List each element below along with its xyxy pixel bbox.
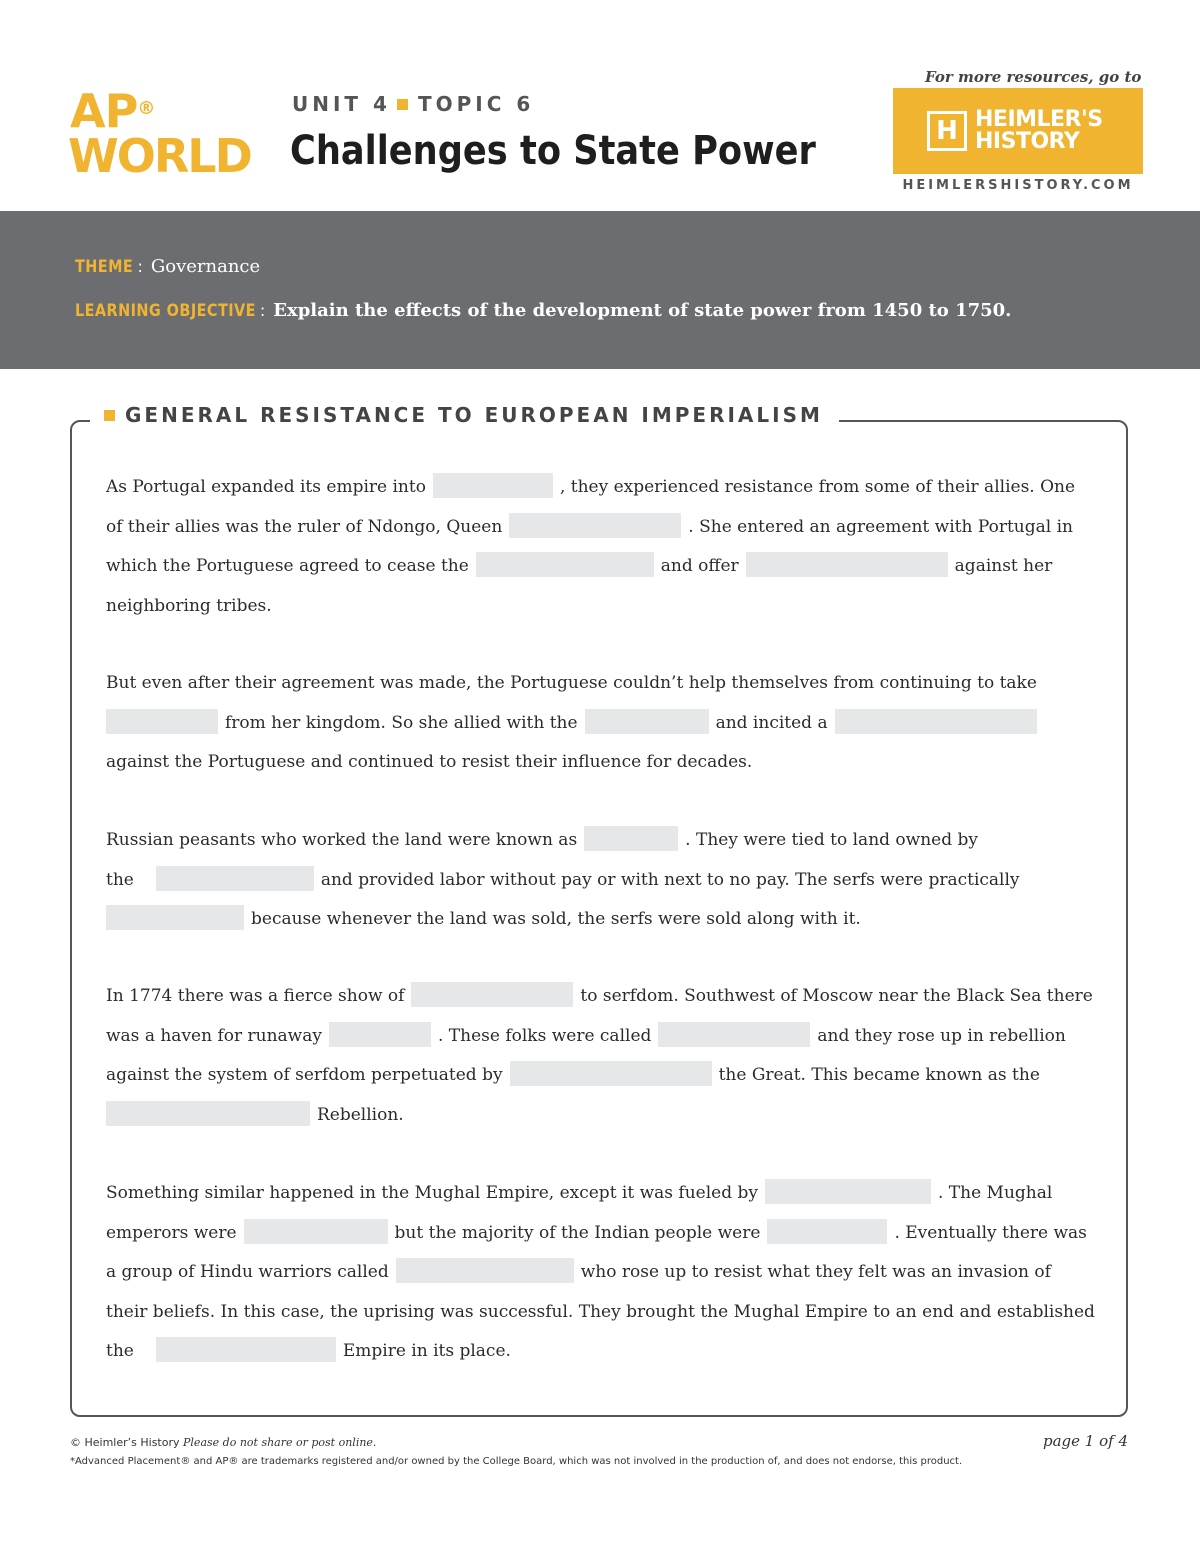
text-segment: . Eventually there was a group of Hindu warriors called [106,1222,1087,1282]
text-segment: from her kingdom. So she allied with the [225,712,578,733]
fill-blank[interactable] [476,552,654,577]
text-segment: and offer [660,556,739,576]
fill-blank[interactable] [106,1101,310,1126]
objective-label: LEARNING OBJECTIVE [75,301,256,321]
fill-blank[interactable] [509,513,681,538]
fill-blank[interactable] [156,866,314,891]
fill-blank[interactable] [835,709,1037,734]
brand-name-line1: HEIMLER'S [975,107,1103,132]
copyright-line [70,1436,376,1449]
topic-label: TOPIC 6 [417,92,535,116]
text-segment: In 1774 there was a fierce show of [106,986,405,1006]
text-segment: and incited a [715,712,828,733]
fill-blank[interactable] [767,1219,887,1244]
text-segment: and they rose up in rebellion against the system of serfdom perpetuated by [106,1025,1066,1085]
text-segment: because whenever the land was sold, the serfs were sold along with it. [251,909,861,929]
fill-blank[interactable] [433,473,553,498]
fill-blank[interactable] [411,982,573,1007]
text-segment: Something similar happened in the Mughal Empire, except it was fueled by [106,1183,758,1203]
text-segment: Rebellion. [317,1104,404,1125]
text-segment: the Great. This became known as the [718,1065,1040,1085]
text-segment: the [106,1341,134,1361]
theme-colon: : [137,257,143,276]
objective-row [75,300,1011,321]
text-segment: As Portugal expanded its empire into [106,477,426,497]
objective-value: Explain the effects of the development of state power from 1450 to 1750. [273,300,1012,321]
text-segment: . The Mughal emperors were [106,1183,1053,1243]
unit-topic-line [292,92,534,116]
brand-name [975,109,1103,153]
text-segment: who rose up to resist what they felt was an invasion of their beliefs. In this case, the uprising was successful. They brought the Mughal Empire to an end and established [106,1262,1095,1322]
paragraph-mughal [106,1174,1096,1372]
square-bullet-icon [104,410,115,421]
fill-blank[interactable] [746,552,948,577]
section-title: GENERAL RESISTANCE TO EUROPEAN IMPERIALISM [125,403,823,427]
world-logo: WORLD [68,129,251,183]
text-segment: to serfdom. Southwest of Moscow near the Black Sea there was a haven for runaway [106,986,1093,1046]
fill-blank[interactable] [510,1061,712,1086]
copyright-text: © Heimler’s History [70,1436,180,1449]
theme-value: Governance [150,256,261,277]
fill-blank[interactable] [585,709,709,734]
resources-tagline: For more resources, go to [925,68,1142,86]
text-segment: But even after their agreement was made, the Portuguese couldn’t help themselves from continuing to take [106,673,1037,693]
fill-blank[interactable] [156,1337,336,1362]
square-bullet-icon [397,99,408,110]
paragraph-portugal [106,468,1096,626]
brand-name-line2: HISTORY [975,129,1080,154]
fill-blank[interactable] [658,1022,810,1047]
brand-url[interactable]: HEIMLERSHISTORY.COM [902,178,1134,193]
fill-blank[interactable] [106,905,244,930]
paragraph-ndongo [106,664,1096,783]
trademark-notice: *Advanced Placement® and AP® are trademarks registered and/or owned by the College Board, which was not involved in the production of, and does not endorse, this product. [70,1456,963,1467]
page-title: Challenges to State Power [290,128,816,174]
page-number: page 1 of 4 [1043,1432,1128,1450]
paragraph-cossacks [106,977,1096,1135]
ap-logo: AP® [70,84,155,138]
fill-blank[interactable] [584,826,678,851]
theme-label: THEME [75,257,134,277]
fill-blank[interactable] [765,1179,931,1204]
text-segment: . She entered an agreement with Portugal in which the Portuguese agreed to cease the [106,516,1073,576]
section-heading [90,403,839,427]
fill-blank[interactable] [244,1219,388,1244]
theme-row [75,256,260,277]
text-segment: but the majority of the Indian people were [394,1222,761,1243]
text-segment: against the Portuguese and continued to resist their influence for decades. [106,752,753,772]
heimler-h-icon: H [927,111,967,151]
fill-blank[interactable] [396,1258,574,1283]
share-notice: Please do not share or post online. [183,1436,377,1449]
paragraph-serfs [106,821,1096,940]
theme-banner [0,211,1200,369]
fill-blank[interactable] [106,709,218,734]
fill-blank[interactable] [329,1022,431,1047]
text-segment: . They were tied to land owned by [685,830,978,850]
text-segment: , they experienced resistance from some of their allies. One of their allies was the ruler of Ndongo, Queen [106,477,1076,537]
objective-colon: : [259,301,266,320]
heimlers-history-logo[interactable] [893,88,1143,174]
text-segment: the [106,869,134,890]
text-segment: and provided labor without pay or with next to no pay. The serfs were practically [320,869,1020,890]
text-segment: Empire in its place. [342,1341,511,1361]
text-segment: . These folks were called [437,1025,652,1046]
text-segment: Russian peasants who worked the land were known as [106,830,578,850]
unit-label: UNIT 4 [292,92,391,116]
text-segment: against her neighboring tribes. [106,556,1053,616]
